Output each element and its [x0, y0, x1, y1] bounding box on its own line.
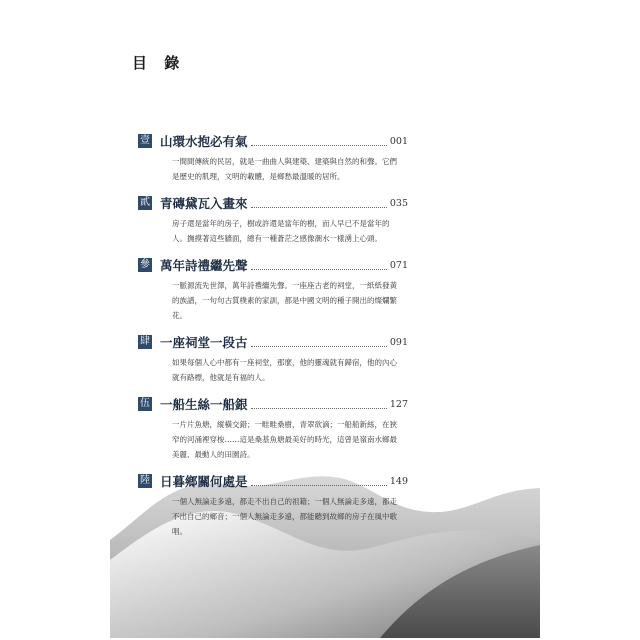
toc-entry[interactable]	[138, 132, 408, 184]
dot-leader	[251, 399, 387, 409]
chapter-number-badge: 陸	[140, 475, 150, 486]
page-number: 001	[389, 135, 408, 147]
chapter-description: 一個人無論走多遠，都走不出自己的祖籍；一個人無論走多遠，都走不出自己的鄉音；一個人無論走多遠，都能聽到故鄉的房子在風中歌唱。	[172, 497, 397, 536]
page-title: 目 錄	[132, 54, 186, 72]
chapter-title[interactable]: 萬年詩禮繼先聲	[160, 258, 248, 273]
page-number: 149	[389, 475, 408, 487]
dot-leader	[251, 198, 387, 208]
dot-leader	[251, 260, 387, 270]
dot-leader	[251, 337, 387, 347]
dot-leader	[251, 136, 387, 146]
page-number: 091	[389, 336, 408, 348]
toc-entry[interactable]	[138, 194, 408, 246]
chapter-number-badge: 參	[140, 259, 150, 270]
chapter-title[interactable]: 青磚黛瓦入畫來	[160, 196, 248, 211]
page-number: 127	[389, 398, 408, 410]
chapter-description: 一片片魚塘，縱橫交錯；一畦畦桑樹，青翠欲滴；一船船新絲，在狹窄的河涌裡穿梭……這是桑基魚塘最美好的時光，這曾是嶺南水鄉最美麗、最動人的田園詩。	[172, 420, 397, 459]
chapter-title[interactable]: 日暮鄉關何處是	[160, 474, 248, 489]
chapter-description: 一間間傳統的民居，就是一曲曲人與建築、建築與自然的和聲。它們是歷史的肌理，文明的載體，是鄉愁最溫暖的居所。	[172, 157, 397, 181]
chapter-number-badge: 壹	[140, 135, 150, 146]
toc-entry[interactable]	[138, 395, 408, 462]
page-number: 071	[389, 259, 408, 271]
chapter-number-badge: 伍	[140, 398, 150, 409]
toc-entry[interactable]	[138, 472, 408, 539]
chapter-description: 一脈源流先世澤，萬年詩禮繼先聲。一座座古老的祠堂，一紙紙發黃的族譜，一句句古質樸素的家訓，都是中國文明的種子開出的燦爛繁花。	[172, 281, 397, 320]
chapter-number-badge: 貳	[140, 197, 150, 208]
toc-entry[interactable]	[138, 333, 408, 385]
page-number: 035	[389, 197, 408, 209]
chapter-description: 如果每個人心中都有一座祠堂，那麼，他的靈魂就有歸宿，他的內心就有路標，他就是有福的人。	[172, 358, 397, 382]
chapter-title[interactable]: 一座祠堂一段古	[160, 335, 248, 350]
chapter-title[interactable]: 山環水抱必有氣	[160, 134, 248, 149]
toc-entry[interactable]	[138, 256, 408, 323]
table-of-contents	[138, 132, 408, 549]
chapter-description: 房子還是當年的房子，樹或許還是當年的樹，而人早已不是當年的人。撫摸著這些牆面，總有一種蒼茫之感像潮水一樣湧上心頭。	[172, 219, 390, 243]
dot-leader	[251, 476, 387, 486]
chapter-title[interactable]: 一船生絲一船銀	[160, 397, 248, 412]
chapter-number-badge: 肆	[140, 336, 150, 347]
